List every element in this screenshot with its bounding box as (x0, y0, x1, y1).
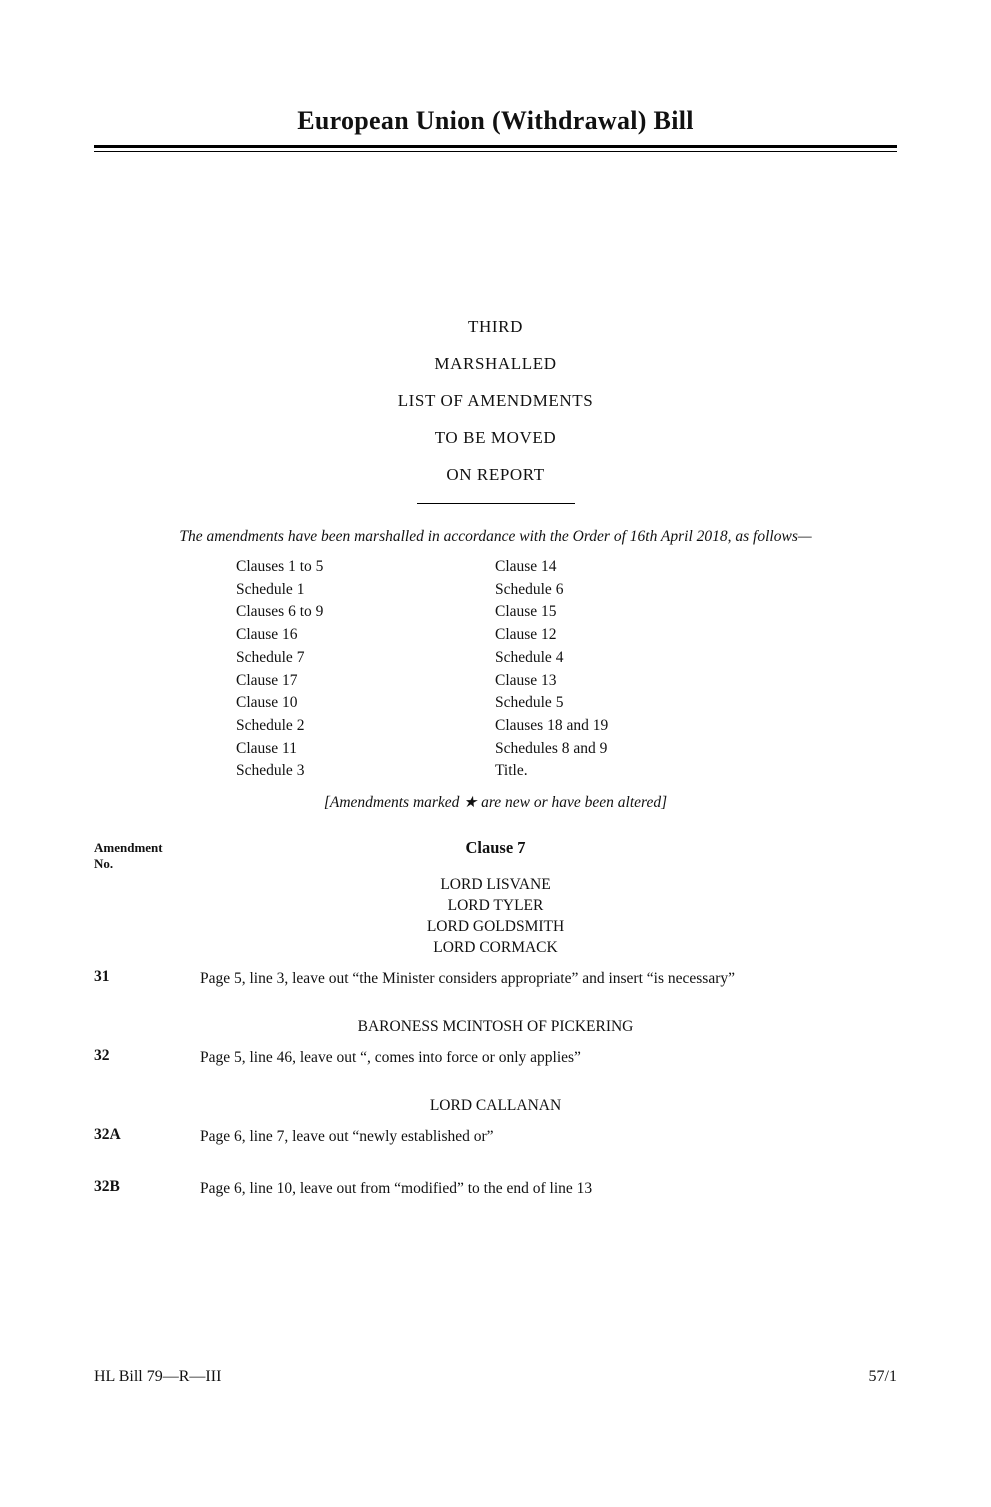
amendment-text: Page 6, line 7, leave out “newly established or” (200, 1128, 494, 1146)
amendment-entry (94, 1178, 897, 1200)
document-content (0, 106, 991, 1200)
amendment-entry (94, 1126, 897, 1148)
sponsor-name: LORD TYLER (447, 897, 544, 915)
order-item: Schedule 6 (495, 580, 564, 598)
marshalling-order-list (94, 556, 897, 783)
amendment-number: 32B (94, 1178, 120, 1196)
page-title: European Union (Withdrawal) Bill (297, 106, 694, 135)
order-list-right (495, 556, 608, 783)
order-item: Clause 13 (495, 671, 557, 689)
heading-line: THIRD (468, 317, 523, 336)
document-page (0, 106, 991, 1507)
order-item: Schedule 5 (495, 694, 564, 712)
order-item: Schedule 7 (236, 648, 305, 666)
order-item: Schedule 2 (236, 716, 305, 734)
order-item: Clause 10 (236, 694, 298, 712)
amendment-no-label-line1: Amendment (94, 840, 163, 856)
clause-heading: Clause 7 (465, 838, 526, 858)
order-item: Clause 12 (495, 626, 557, 644)
amendment-no-label (94, 840, 163, 872)
sponsor-name: LORD CORMACK (433, 939, 558, 957)
order-item: Clause 15 (495, 603, 557, 621)
footer-bill-number: HL Bill 79—R—III (94, 1368, 222, 1385)
amendment-number: 32 (94, 1047, 110, 1065)
sponsor-name: LORD GOLDSMITH (426, 918, 565, 936)
amendment-number: 32A (94, 1126, 121, 1144)
page-footer (94, 1368, 897, 1386)
amendment-entry (94, 968, 897, 990)
heading-line: MARSHALLED (434, 354, 557, 373)
heading-line: TO BE MOVED (434, 428, 557, 447)
sponsor-name: LORD CALLANAN (429, 1097, 562, 1115)
amendment-text: Page 5, line 46, leave out “, comes into force or only applies” (200, 1049, 581, 1067)
order-item: Clause 16 (236, 626, 298, 644)
order-item: Clause 17 (236, 671, 298, 689)
footer-page-ref: 57/1 (868, 1368, 897, 1385)
order-item: Schedule 3 (236, 762, 305, 780)
order-item: Schedules 8 and 9 (495, 739, 608, 757)
sponsor-name: LORD LISVANE (440, 876, 551, 894)
title-rule (94, 145, 897, 152)
order-item: Clauses 6 to 9 (236, 603, 324, 621)
amendment-text: Page 5, line 3, leave out “the Minister considers appropriate” and insert “is necessary” (200, 970, 735, 988)
section-divider (417, 503, 575, 504)
order-item: Clause 14 (495, 558, 557, 575)
order-item: Clauses 18 and 19 (495, 716, 609, 734)
amendment-entry (94, 1047, 897, 1069)
order-item: Schedule 4 (495, 648, 564, 666)
amendment-header (94, 838, 897, 872)
heading-line: LIST OF AMENDMENTS (397, 391, 594, 410)
heading-block (94, 308, 897, 493)
amendment-number: 31 (94, 968, 110, 986)
sponsor-name: BARONESS MCINTOSH OF PICKERING (357, 1018, 634, 1036)
order-list-left (236, 556, 495, 783)
sponsor-group (94, 874, 897, 958)
order-item: Schedule 1 (236, 580, 305, 598)
amendment-text: Page 6, line 10, leave out from “modified” to the end of line 13 (200, 1180, 593, 1198)
heading-line: ON REPORT (446, 465, 545, 484)
order-item: Clause 11 (236, 739, 297, 757)
amendment-no-label-line2: No. (94, 856, 114, 872)
star-note: [Amendments marked ★ are new or have been altered] (323, 794, 668, 812)
sponsor-group (94, 1016, 897, 1037)
order-item: Title. (495, 762, 528, 780)
order-item: Clauses 1 to 5 (236, 558, 324, 575)
marshalling-note: The amendments have been marshalled in accordance with the Order of 16th April 2018, as follows— (179, 528, 812, 545)
sponsor-group (94, 1095, 897, 1116)
